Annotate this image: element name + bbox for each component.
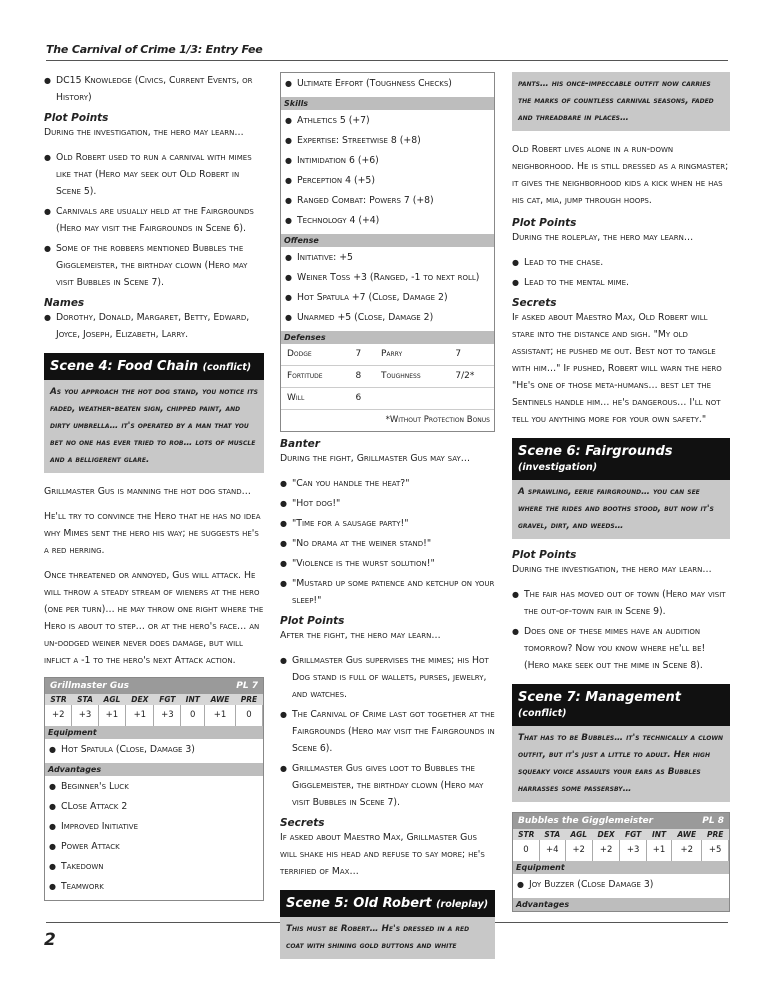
gus-stat-block xyxy=(44,677,264,901)
advantages-label: Advantages xyxy=(513,898,729,911)
secrets-heading: Secrets xyxy=(512,297,557,309)
paragraph: Grillmaster Gus is manning the hot dog stand… xyxy=(44,486,251,497)
plot-intro: During the investigation, the hero may learn… xyxy=(512,564,712,575)
header-rule xyxy=(46,60,728,61)
secrets-heading: Secrets xyxy=(280,817,325,829)
equipment-label: Equipment xyxy=(45,726,263,739)
banter-line: ● "Mustard up some patience and ketchup on your sleep!" xyxy=(280,575,495,609)
gus-stat-block-cont xyxy=(280,72,495,432)
skill-item: ● Technology 4 (+4) xyxy=(285,212,490,229)
defense-note: *Without Protection Bonus xyxy=(385,415,490,425)
power-level: PL 7 xyxy=(236,681,258,691)
running-header: The Carnival of Crime 1/3: Entry Fee xyxy=(46,43,263,56)
banter-line: ● "No drama at the weiner stand!" xyxy=(280,535,495,552)
paragraph: Once threatened or annoyed, Gus will attack. He will throw a steady stream of wieners at the hero (one per turn)… he may throw one right where the Hero is about to step… or at the hero's face… an un-dodged weiner never does damage, but will inflict a -1 to the hero's next Attack action. xyxy=(44,570,264,666)
scene7-banner: Scene 7: Management (conflict) xyxy=(512,684,730,726)
scene7-readaloud: That has to be Bubbles… it's technically a clown outfit, but it's just a little to adult. Her high squeaky voice assaults your ears as Bubbles harrasses some passersby… xyxy=(512,726,730,802)
advantage-item: ● Takedown xyxy=(49,858,259,875)
secrets-text: If asked about Maestro Max, Grillmaster Gus will shake his head and refuse to say more; he's terrified of Max… xyxy=(280,832,485,877)
scene4-banner: Scene 4: Food Chain (conflict) xyxy=(44,353,264,380)
banter-line: ● "Hot dog!" xyxy=(280,495,495,512)
skill-item: ● Intimidation 6 (+6) xyxy=(285,152,490,169)
power-level: PL 8 xyxy=(702,816,724,826)
list-item: ● Lead to the mental mime. xyxy=(512,274,730,291)
scene5-readaloud-cont: pants… his once-impeccable outfit now carries the marks of countless carnival seasons, faded and threadbare in places… xyxy=(512,72,730,131)
ability-table: STR STA AGL DEX FGT INT AWE PRE 0 +4 +2 +2 +3 +1 +2 +5 xyxy=(513,829,729,861)
scene6-readaloud: A sprawling, eerie fairground… you can see where the rides and booths stood, but now it's gravel, dirt, and weeds… xyxy=(512,480,730,539)
equipment-item: ● Joy Buzzer (Close Damage 3) xyxy=(517,876,725,893)
offense-item: ● Unarmed +5 (Close, Damage 2) xyxy=(285,309,490,326)
equipment-label: Equipment xyxy=(513,861,729,874)
list-item: ● Grillmaster Gus gives loot to Bubbles the Gigglemeister, the birthday clown (Hero may visit Bubbles in Scene 7). xyxy=(280,760,495,811)
list-item: ● The Carnival of Crime last got together at the Fairgrounds (Hero may visit the Fairgrounds in Scene 6). xyxy=(280,706,495,757)
plot-points-heading: Plot Points xyxy=(512,549,577,561)
skills-label: Skills xyxy=(281,97,494,110)
skill-item: ● Ranged Combat: Powers 7 (+8) xyxy=(285,192,490,209)
advantage-item: ● Ultimate Effort (Toughness Checks) xyxy=(285,75,490,92)
list-item: ● Lead to the chase. xyxy=(512,254,730,271)
skill-item: ● Perception 4 (+5) xyxy=(285,172,490,189)
advantage-item: ● Power Attack xyxy=(49,838,259,855)
skill-item: ● Athletics 5 (+7) xyxy=(285,112,490,129)
list-item: ● The fair has moved out of town (Hero may visit the out-of-town fair in Scene 9). xyxy=(512,586,730,620)
column-1 xyxy=(44,72,264,907)
plot-intro: After the fight, the hero may learn… xyxy=(280,630,441,641)
offense-label: Offense xyxy=(281,234,494,247)
equipment-item: ● Hot Spatula (Close, Damage 3) xyxy=(49,741,259,758)
plot-intro: During the roleplay, the hero may learn… xyxy=(512,232,694,243)
names-list: ● Dorothy, Donald, Margaret, Betty, Edward, Joyce, Joseph, Elizabeth, Larry. xyxy=(44,309,264,343)
dc-check: ● DC15 Knowledge (Civics, Current Events, or History) xyxy=(44,72,264,106)
column-3 xyxy=(512,72,730,918)
advantages-label: Advantages xyxy=(45,763,263,776)
list-item: ● Grillmaster Gus supervises the mimes; his Hot Dog stand is full of wallets, purses, jewelry, and watches. xyxy=(280,652,495,703)
plot-points-heading: Plot Points xyxy=(280,615,345,627)
banter-heading: Banter xyxy=(280,438,320,450)
scene5-banner: Scene 5: Old Robert (roleplay) xyxy=(280,890,495,917)
plot-intro: During the investigation, the hero may learn… xyxy=(44,127,244,138)
paragraph: Old Robert lives alone in a run-down neighborhood. He is still dressed as a ringmaster; it gives the neighborhood kids a kick when he has his cat, mia, jump through hoops. xyxy=(512,144,729,206)
advantage-item: ● Teamwork xyxy=(49,878,259,895)
advantage-item: ● Improved Initiative xyxy=(49,818,259,835)
list-item: ● Does one of these mimes have an audition tomorrow? Now you know where he'll be! (Hero make seek out the mime in Scene 8). xyxy=(512,623,730,674)
secrets-text: If asked about Maestro Max, Old Robert will stare into the distance and sigh. "My old assistant; he pushed me out. Best not to tangle with him…" If pushed, Robert will warn the hero "He's one of those meta-humans… best let the Sentinels handle him… he's dangerous… I'll not tell you anything more for your own safety." xyxy=(512,312,722,425)
column-2 xyxy=(280,72,495,969)
scene4-readaloud: As you approach the hot dog stand, you notice its faded, weather-beaten sign, chipped paint, and dirty umbrella… it's operated by a man that you bet no one has ever tried to rob… lots of muscle and a belligerent glare. xyxy=(44,380,264,473)
npc-name: Grillmaster Gus xyxy=(50,681,130,691)
npc-name: Bubbles the Gigglemeister xyxy=(518,816,654,826)
list-item: ● Some of the robbers mentioned Bubbles the Gigglemeister, the birthday clown (Hero may visit Bubbles in Scene 7). xyxy=(44,240,264,291)
plot-points-heading: Plot Points xyxy=(512,217,577,229)
advantage-item: ● CLose Attack 2 xyxy=(49,798,259,815)
names-heading: Names xyxy=(44,297,85,309)
scene6-banner: Scene 6: Fairgrounds (investigation) xyxy=(512,438,730,480)
list-item: ● Carnivals are usually held at the Fairgrounds (Hero may visit the Fairgrounds in Scene 6). xyxy=(44,203,264,237)
offense-item: ● Weiner Toss +3 (Ranged, -1 to next roll) xyxy=(285,269,490,286)
offense-item: ● Hot Spatula +7 (Close, Damage 2) xyxy=(285,289,490,306)
bubbles-stat-block xyxy=(512,812,730,912)
ability-table: STR STA AGL DEX FGT INT AWE PRE +2 +3 +1 +1 +3 0 +1 0 xyxy=(45,694,263,726)
defenses-label: Defenses xyxy=(281,331,494,344)
list-item: ● Old Robert used to run a carnival with mimes like that (Hero may seek out Old Robert in Scene 5). xyxy=(44,149,264,200)
banter-line: ● "Can you handle the heat?" xyxy=(280,475,495,492)
scene5-readaloud: This must be Robert… He's dressed in a red coat with shining gold buttons and white xyxy=(280,917,495,959)
defenses-table: Dodge 7 Parry 7 Fortitude 8 Toughness 7/2* Will 6 xyxy=(281,344,494,410)
plot-points-heading: Plot Points xyxy=(44,112,109,124)
paragraph: He'll try to convince the Hero that he has no idea why Mimes sent the hero his way; he suggests he's a red herring. xyxy=(44,511,261,556)
advantage-item: ● Beginner's Luck xyxy=(49,778,259,795)
banter-line: ● "Time for a sausage party!" xyxy=(280,515,495,532)
offense-item: ● Initiative: +5 xyxy=(285,249,490,266)
page-number: 2 xyxy=(44,930,56,950)
banter-intro: During the fight, Grillmaster Gus may say… xyxy=(280,453,471,464)
banter-line: ● "Violence is the wurst solution!" xyxy=(280,555,495,572)
skill-item: ● Expertise: Streetwise 8 (+8) xyxy=(285,132,490,149)
